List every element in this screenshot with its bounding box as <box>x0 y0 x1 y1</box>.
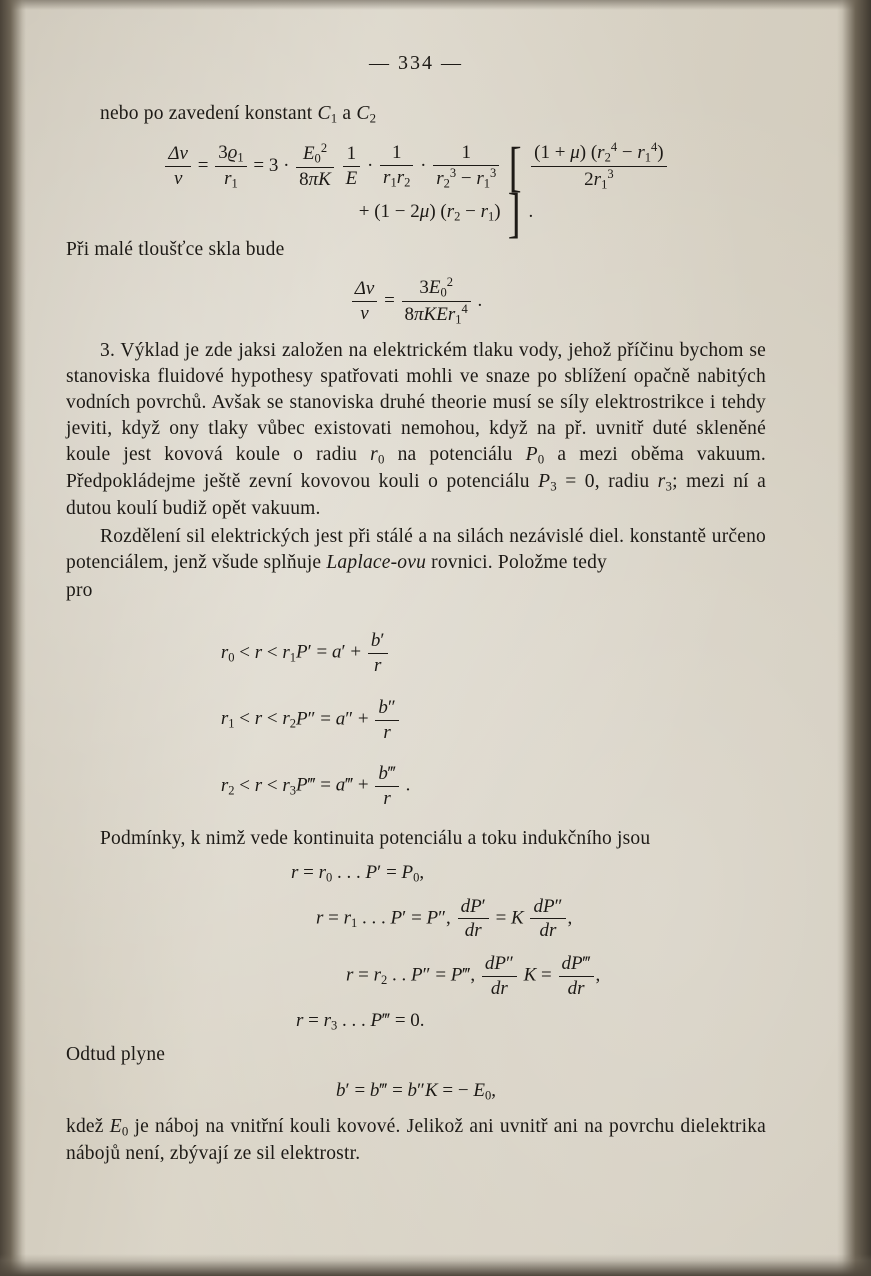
equation-delta-v-thin: $\frac{\Delta v}{v}$ = $\frac{3E_0^2}{8\pi KEr_1^4}$ . <box>66 275 766 328</box>
condition-4: $r = r_3$ . . . P‴ = 0. <box>296 1009 425 1033</box>
paragraph-continuity-conditions: Podmínky, k nimž vede kontinuita potenciálu a toku indukčního jsou <box>100 827 651 849</box>
equation-delta-v-full: $\frac{\Delta v}{v}$ = $\frac{3ϱ_1}{r_1}$ = 3 · $\frac{E_0^2}{8\pi K}$ $\frac{1}{E}$ · $\frac{1}{r_1r_2}$ · $\frac{1}{r_2^3 - r_1^3}$ [ $\frac{(1 + \mu) (r_2^4 - r_1^4)}{2r_1^3}$ + (1 − 2μ) $(r_2 - r_1)$ ] . <box>66 140 766 227</box>
paragraph-pro: pro <box>66 580 93 602</box>
condition-1: $r = r_0$ . . . $P' = P_0$, <box>291 862 425 885</box>
cases-table <box>66 620 766 820</box>
paragraph-force-distribution: Rozdělení sil elektrických jest při stálé a na silách nezávislé diel. konstantě určeno potenciálem, jenž všude splňuje Laplace-ovu rovnici. Položme tedy <box>66 526 766 574</box>
case-range-3: $r_2 < r < r_3$ <box>220 774 296 798</box>
equation-b-relations: b′ = b‴ = b″K = − $E_0$, <box>336 1080 496 1103</box>
case-range-2: $r_1 < r < r_2$ <box>220 708 296 731</box>
table-row <box>66 620 766 687</box>
case-expr-3: P‴ = a‴ + $\frac{b‴}{r}$ . <box>296 763 411 810</box>
page-edge-right <box>837 0 871 1276</box>
page-number: — 334 — <box>369 52 463 74</box>
table-row <box>66 753 766 820</box>
condition-3: $r = r_2$ . . P″ = P‴, $\frac{dP''}{dr}$ K = $\frac{dP‴}{dr}$ , <box>346 953 601 999</box>
page-edge-top <box>0 0 871 10</box>
paragraph-closing: kdež $E_0$ je náboj na vnitřní kouli kovové. Jelikož ani uvnitř ani na povrchu dielektrika nábojů není, zbývají ze sil elektrostr. <box>66 1115 767 1164</box>
paragraph-thin-glass: Při malé tloušťce skla bude <box>66 238 285 260</box>
case-expr-2: P″ = a″ + $\frac{b''}{r}$ <box>296 687 766 754</box>
paragraph-constants-intro: nebo po zavedení konstant $C_1$ a $C_2$ <box>100 103 377 126</box>
page-edge-bottom <box>0 1254 871 1276</box>
conditions-list <box>66 862 766 1033</box>
paragraph-section-3: 3. Výklad je zde jaksi založen na elektrickém tlaku vody, jehož příčinu bychom se stanoviska fluidové hypothesy spatřovati mohli ve snaze po sblížení opačně nabitých vodních povrchů. Avšak se stanoviska druhé theorie musí se síly elektrostrikce i tehdy jeviti, když ony tlaky vůbec existovati nemohou, když na př. uvnitř duté skleněné koule jest kovová koule o radiu $r_0$ na potenciálu $P_0$ a mezi oběma vakuum. Předpokládejme ještě zevní kovovou kouli o potenciálu $P_3 = 0$, radiu $r_3$; mezi ní a dutou koulí budiž opět vakuum. <box>66 339 766 519</box>
case-range-1: $r_0 < r < r_1$ <box>220 641 296 665</box>
page-edge-left-binding <box>0 0 26 1276</box>
table-row <box>66 687 766 754</box>
case-expr-1: P′ = a′ + $\frac{b'}{r}$ <box>296 620 766 687</box>
page-content <box>66 52 766 1169</box>
condition-2: $r = r_1$ . . . P′ = P″, $\frac{dP'}{dr}$ = K $\frac{dP''}{dr}$ , <box>316 895 573 942</box>
paragraph-odtud-plyne: Odtud plyne <box>66 1044 166 1066</box>
